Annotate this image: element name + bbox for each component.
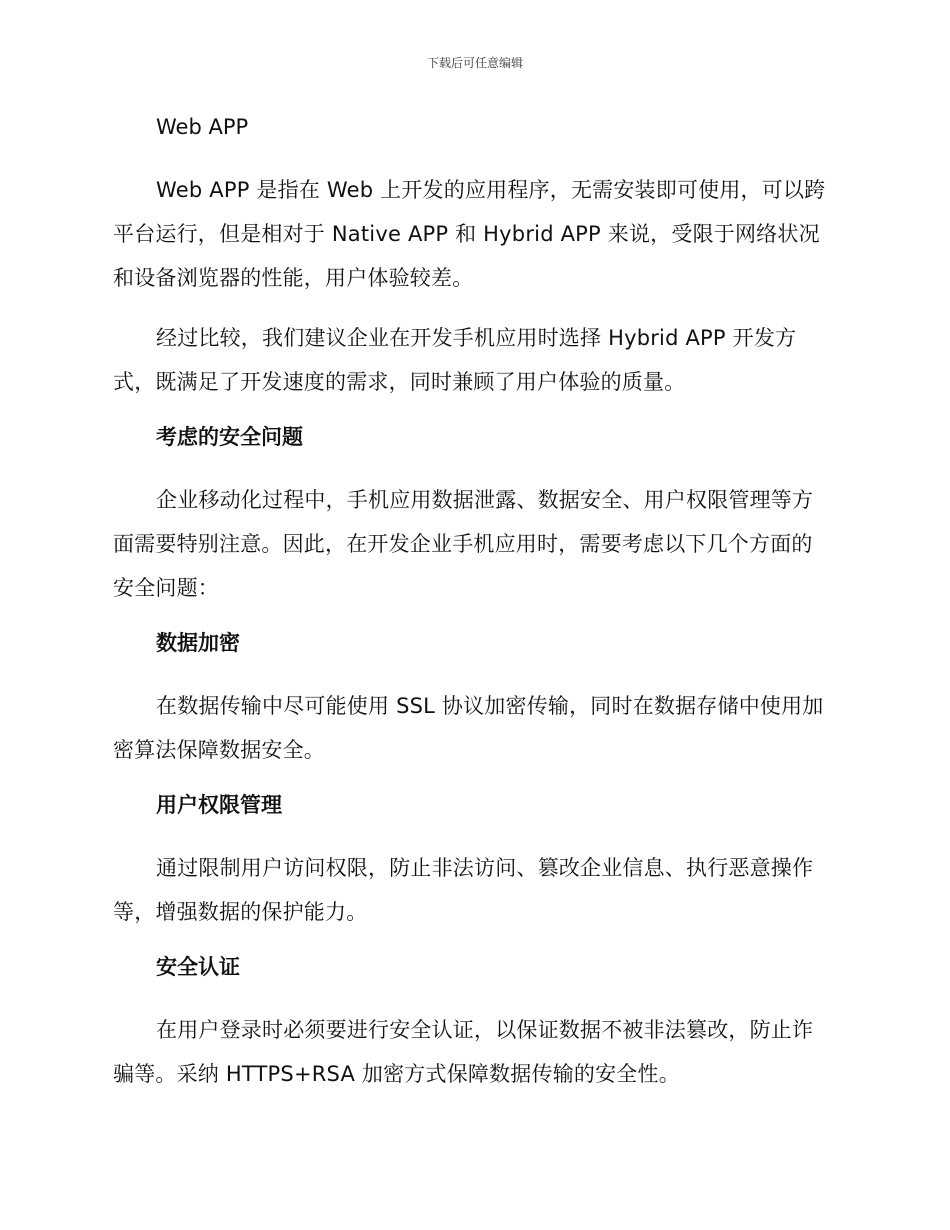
heading-security-auth: 安全认证 <box>156 955 240 979</box>
heading-user-permissions: 用户权限管理 <box>156 793 282 817</box>
paragraph-data-encryption: 在数据传输中尽可能使用 SSL 协议加密传输，同时在数据存储中使用加密算法保障数据安全。 <box>113 694 824 762</box>
heading-security-issues: 考虑的安全问题 <box>156 425 303 449</box>
paragraph-security-auth: 在用户登录时必须要进行安全认证，以保证数据不被非法篡改，防止诈骗等。采纳 HTTPS+RSA 加密方式保障数据传输的安全性。 <box>113 1018 814 1086</box>
page-header: 下载后可任意编辑 <box>426 56 523 70</box>
paragraph-web-app: Web APP 是指在 Web 上开发的应用程序，无需安装即可使用，可以跨平台运行，但是相对于 Native APP 和 Hybrid APP 来说，受限于网络状况和设备浏览器的性能，用户体验较差。 <box>113 178 826 290</box>
paragraph-security-issues: 企业移动化过程中，手机应用数据泄露、数据安全、用户权限管理等方面需要特别注意。因此，在开发企业手机应用时，需要考虑以下几个方面的安全问题： <box>113 488 814 600</box>
paragraph-user-permissions: 通过限制用户访问权限，防止非法访问、篡改企业信息、执行恶意操作等，增强数据的保护能力。 <box>113 856 814 924</box>
heading-data-encryption: 数据加密 <box>156 631 240 655</box>
paragraph-conclusion: 经过比较，我们建议企业在开发手机应用时选择 Hybrid APP 开发方式，既满足了开发速度的需求，同时兼顾了用户体验的质量。 <box>113 326 797 394</box>
heading-web-app: Web APP <box>156 115 249 139</box>
document-body <box>113 110 833 1096</box>
